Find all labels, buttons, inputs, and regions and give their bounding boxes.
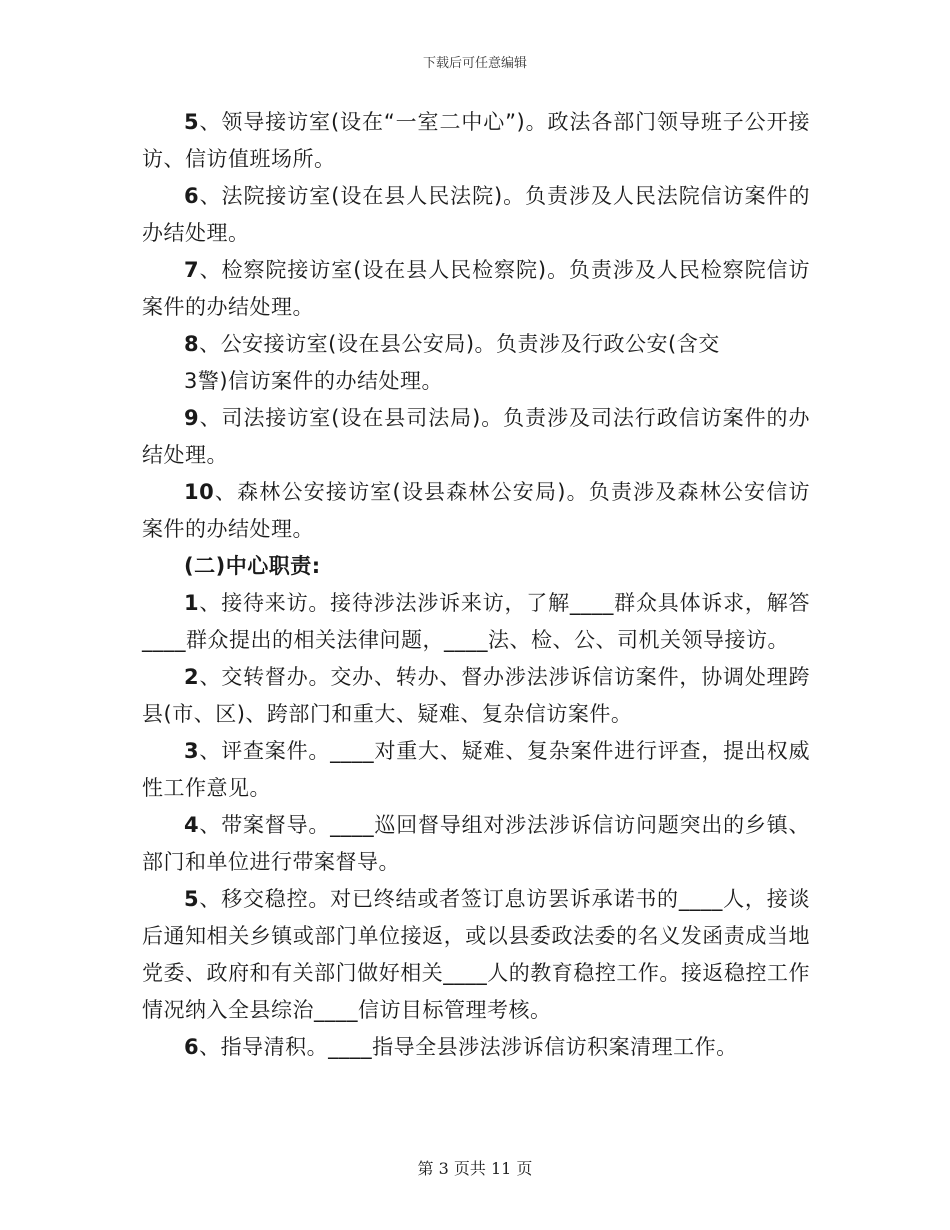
duty-item-4 [142,807,810,881]
item-number: 10 [184,480,215,504]
item-number: 6 [184,184,200,208]
item-number: 1 [184,591,200,615]
paragraph-text: 、交转督办。交办、转办、督办涉法涉诉信访案件，协调处理跨县(市、区)、跨部门和重大、疑难、复杂信访案件。 [142,665,810,726]
paragraph-text: 、森林公安接访室(设县森林公安局)。负责涉及森林公安信访案件的办结处理。 [142,480,810,541]
duty-item-6 [142,1029,810,1066]
item-number: 8 [184,332,200,356]
section-heading: (二)中心职责: [184,554,321,578]
paragraph-item-10 [142,474,810,548]
duty-item-2 [142,659,810,733]
paragraph-item-8-continued [142,363,810,400]
paragraph-item-9 [142,400,810,474]
paragraph-item-6 [142,178,810,252]
item-number: 4 [184,813,200,837]
paragraph-text: 、评查案件。____对重大、疑难、复杂案件进行评查，提出权威性工作意见。 [142,739,810,800]
paragraph-text: 、移交稳控。对已终结或者签订息访罢诉承诺书的____人，接谈后通知相关乡镇或部门单位接返，或以县委政法委的名义发函责成当地党委、政府和有关部门做好相关____人的教育稳控工作。接返稳控工作情况纳入全县综治____信访目标管理考核。 [142,887,810,1022]
document-body [142,104,810,1066]
item-number: 6 [184,1035,200,1059]
paragraph-text: 、带案督导。____巡回督导组对涉法涉诉信访问题突出的乡镇、部门和单位进行带案督导。 [142,813,810,874]
item-number: 9 [184,406,200,430]
paragraph-item-7 [142,252,810,326]
item-number: 2 [184,665,200,689]
item-number: 7 [184,258,200,282]
duty-item-3 [142,733,810,807]
page-footer: 第 3 页共 11 页 [417,1159,533,1178]
paragraph-text: 3警)信访案件的办结处理。 [184,369,444,393]
duty-item-1 [142,585,810,659]
item-number: 3 [184,739,200,763]
duty-item-5 [142,881,810,1029]
page-header: 下载后可任意编辑 [422,56,527,71]
paragraph-item-8 [142,326,810,363]
paragraph-text: 、指导清积。____指导全县涉法涉诉信访积案清理工作。 [199,1035,738,1059]
paragraph-text: 、公安接访室(设在县公安局)。负责涉及行政公安(含交 [199,332,720,356]
paragraph-text: 、接待来访。接待涉法涉诉来访，了解____群众具体诉求，解答____群众提出的相关法律问题，____法、检、公、司机关领导接访。 [142,591,810,652]
paragraph-item-5 [142,104,810,178]
item-number: 5 [184,887,200,911]
paragraph-text: 、领导接访室(设在“一室二中心”)。政法各部门领导班子公开接访、信访值班场所。 [142,110,810,171]
item-number: 5 [184,110,200,134]
paragraph-text: 、司法接访室(设在县司法局)。负责涉及司法行政信访案件的办结处理。 [142,406,810,467]
paragraph-text: 、检察院接访室(设在县人民检察院)。负责涉及人民检察院信访案件的办结处理。 [142,258,810,319]
paragraph-text: 、法院接访室(设在县人民法院)。负责涉及人民法院信访案件的办结处理。 [142,184,810,245]
